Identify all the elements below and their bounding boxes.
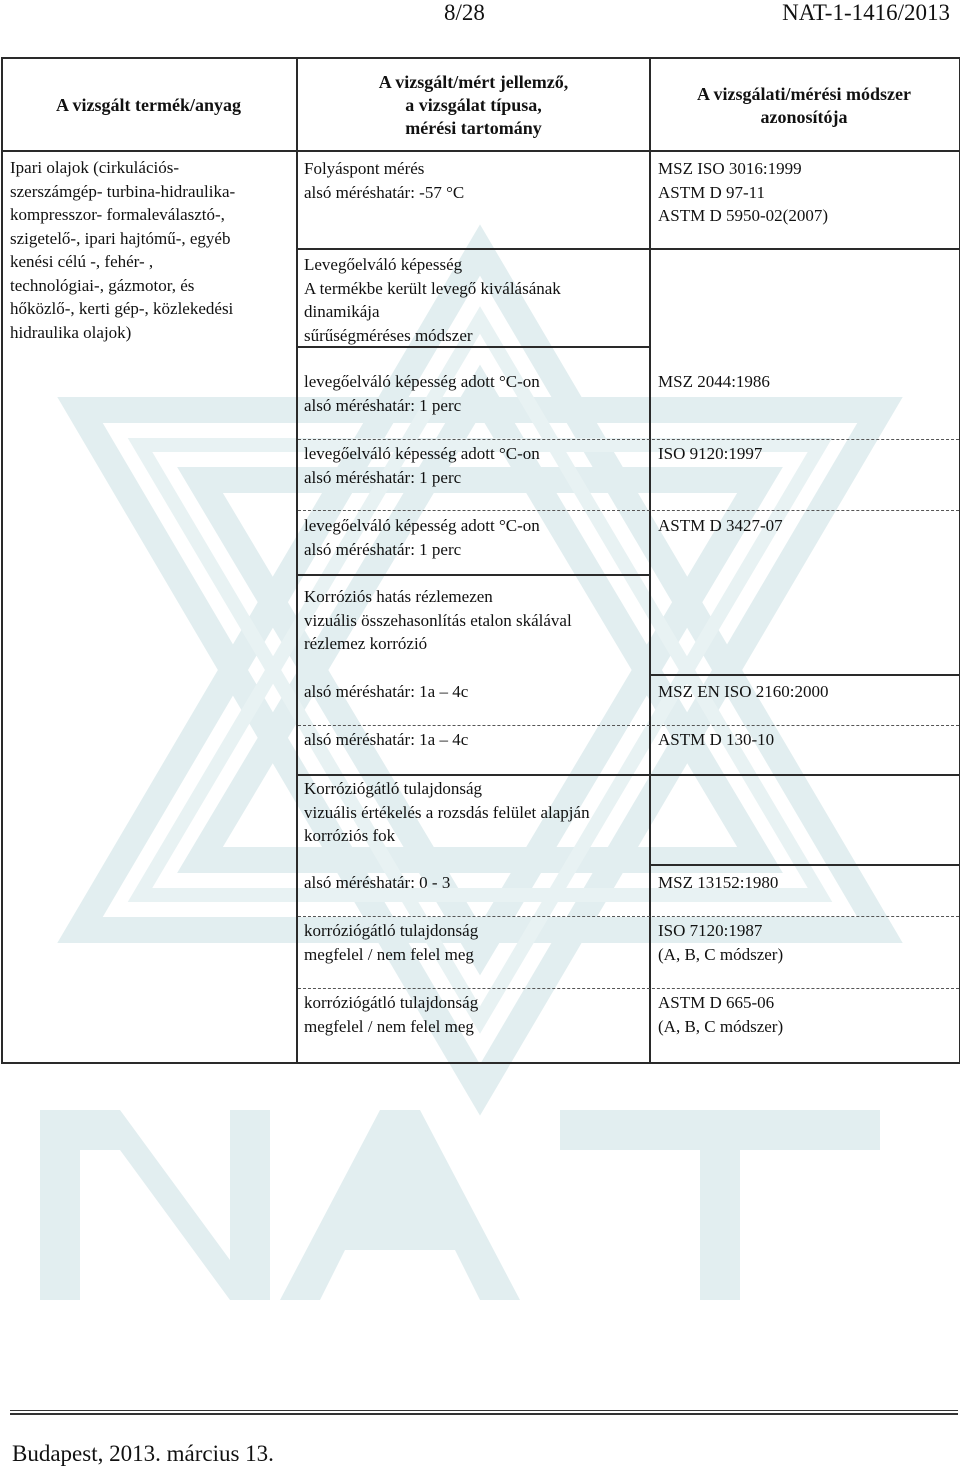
method-cell: ASTM D 665-06 (A, B, C módszer) [658,993,784,1036]
row-divider-dashed [298,439,959,440]
page-number: 8/28 [444,0,485,25]
characteristic-cell: Folyáspont mérés alsó méréshatár: -57 °C [304,159,465,202]
characteristic-cell: levegőelváló képesség adott °C-on alsó méréshatár: 1 perc [304,444,540,487]
method-cell: ASTM D 130-10 [658,730,775,749]
characteristic-cell: Korróziós hatás rézlemezen vizuális összehasonlítás etalon skálával rézlemez korrózió [304,587,572,653]
row-divider-dashed [298,510,959,511]
characteristic-cell: alsó méréshatár: 0 - 3 [304,873,451,892]
method-cell: MSZ EN ISO 2160:2000 [658,682,829,701]
method-cell: ISO 9120:1997 [658,444,763,463]
header-divider [1,150,959,152]
column-header-method: A vizsgálati/mérési módszer azonosítója [697,84,911,127]
characteristic-cell: alsó méréshatár: 1a – 4c [304,682,469,701]
characteristic-cell: levegőelváló képesség adott °C-on alsó méréshatár: 1 perc [304,372,540,415]
column-header-product: A vizsgált termék/anyag [56,95,241,115]
row-divider [298,574,651,576]
row-divider [651,864,959,866]
column-header-characteristic: A vizsgált/mért jellemző, a vizsgálat típusa, mérési tartomány [378,72,569,138]
footer-rule [10,1410,958,1415]
characteristic-cell: korróziógátló tulajdonság megfelel / nem felel meg [304,993,479,1036]
characteristic-cell: alsó méréshatár: 1a – 4c [304,730,469,749]
method-cell: MSZ 13152:1980 [658,873,779,892]
product-description: Ipari olajok (cirkulációs- szerszámgép- turbina-hidraulika- kompresszor- formaleválasztó-, szigetelő-, ipari hajtómű-, egyéb kenési célú -, fehér- , technológiai-, gázmotor, és hőközlő-, kerti gép-, közlekedési hidraulika olajok) [10,158,236,342]
accreditation-table [1,57,959,1062]
row-divider-dashed [298,725,959,726]
column-divider [296,57,298,1062]
row-divider-dashed [298,988,959,989]
row-divider [651,674,959,676]
row-divider-dashed [298,916,959,917]
characteristic-cell: Korróziógátló tulajdonság vizuális értékelés a rozsdás felület alapján korróziós fok [304,779,590,845]
method-cell: MSZ 2044:1986 [658,372,770,391]
row-divider [298,248,959,250]
column-divider [649,57,651,1062]
characteristic-cell: korróziógátló tulajdonság megfelel / nem felel meg [304,921,479,964]
method-cell: MSZ ISO 3016:1999 ASTM D 97-11 ASTM D 5950-02(2007) [658,159,828,225]
characteristic-cell: Levegőelváló képesség A termékbe került levegő kiválásának dinamikája sűrűségméréses módszer [304,255,561,345]
document-id: NAT-1-1416/2013 [782,0,950,25]
method-cell: ASTM D 3427-07 [658,516,783,535]
row-divider [298,774,959,776]
characteristic-cell: levegőelváló képesség adott °C-on alsó méréshatár: 1 perc [304,516,540,559]
footer-place-date: Budapest, 2013. március 13. [12,1441,274,1466]
method-cell: ISO 7120:1987 (A, B, C módszer) [658,921,784,964]
